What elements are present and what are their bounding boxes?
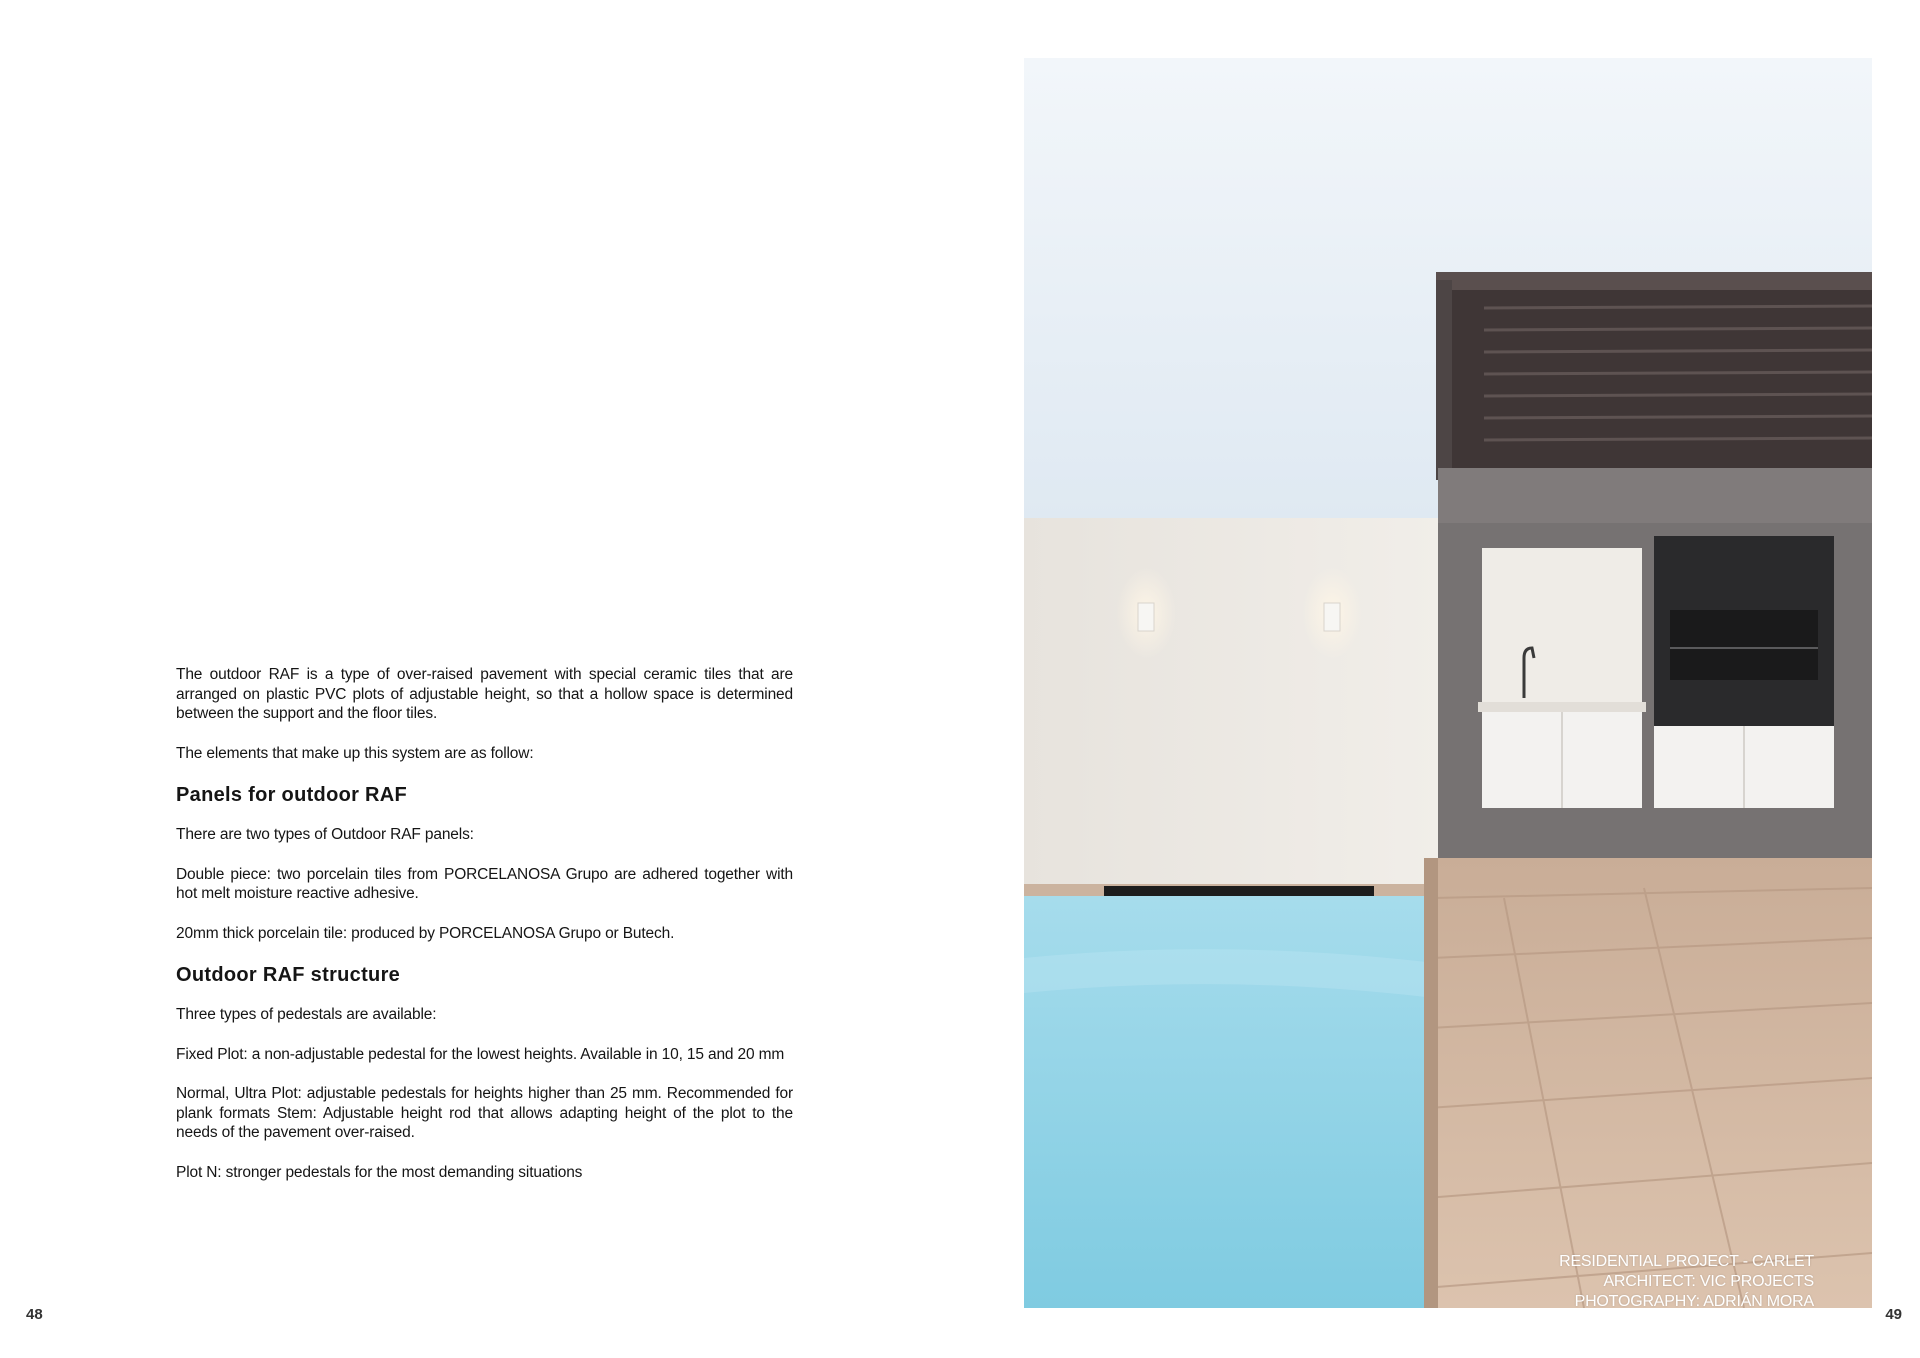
pedestals-intro-paragraph: Three types of pedestals are available:	[176, 1006, 437, 1023]
page-number-left: 48	[26, 1306, 43, 1323]
page-number-right: 49	[1885, 1306, 1902, 1323]
fixed-plot-paragraph: Fixed Plot: a non-adjustable pedestal for the lowest heights. Available in 10, 15 and 20 mm	[176, 1045, 785, 1063]
wall-lamp-left	[1138, 603, 1154, 631]
credit-architect: ARCHITECT: VIC PROJECTS	[1603, 1273, 1814, 1290]
elements-intro-paragraph: The elements that make up this system are as follow:	[176, 744, 534, 762]
thick-tile-paragraph: 20mm thick porcelain tile: produced by PORCELANOSA Grupo or Butech.	[176, 924, 675, 942]
body-text-column	[176, 665, 793, 1202]
double-piece-paragraph: Double piece: two porcelain tiles from PORCELANOSA Grupo are adhered together with hot melt moisture reactive adhesive.	[176, 865, 793, 902]
panels-heading: Panels for outdoor RAF	[176, 784, 408, 806]
credit-photography: PHOTOGRAPHY: ADRIÁN MORA	[1574, 1293, 1814, 1308]
normal-ultra-plot-paragraph: Normal, Ultra Plot: adjustable pedestals for heights higher than 25 mm. Recommended for plank formats Stem: Adjustable height rod that allows adapting height of the plot to the needs of the pavement over-raised.	[176, 1085, 793, 1141]
pergola-beam	[1436, 272, 1872, 290]
grill-opening	[1670, 610, 1818, 680]
frame-top-band	[1438, 468, 1872, 523]
panels-intro-paragraph: There are two types of Outdoor RAF panels:	[176, 826, 474, 843]
plot-n-paragraph: Plot N: stronger pedestals for the most demanding situations	[176, 1163, 583, 1181]
countertop-left	[1478, 702, 1646, 712]
wall-lamp-right	[1324, 603, 1340, 631]
pergola-post-left	[1436, 280, 1452, 480]
photo-illustration	[1024, 58, 1872, 1308]
sink-niche	[1482, 548, 1642, 706]
pool-waterline-gap	[1104, 886, 1374, 896]
intro-paragraph: The outdoor RAF is a type of over-raised pavement with special ceramic tiles that are arranged on plastic PVC plots of adjustable height, so that a hollow space is determined between the support and the floor tiles.	[176, 666, 793, 722]
photo-credit	[1559, 1252, 1814, 1308]
structure-heading: Outdoor RAF structure	[176, 964, 401, 986]
deck-edge	[1424, 858, 1438, 1308]
white-wall	[1024, 518, 1444, 888]
project-photo	[1024, 58, 1872, 1308]
credit-project: RESIDENTIAL PROJECT - CARLET	[1559, 1253, 1814, 1270]
